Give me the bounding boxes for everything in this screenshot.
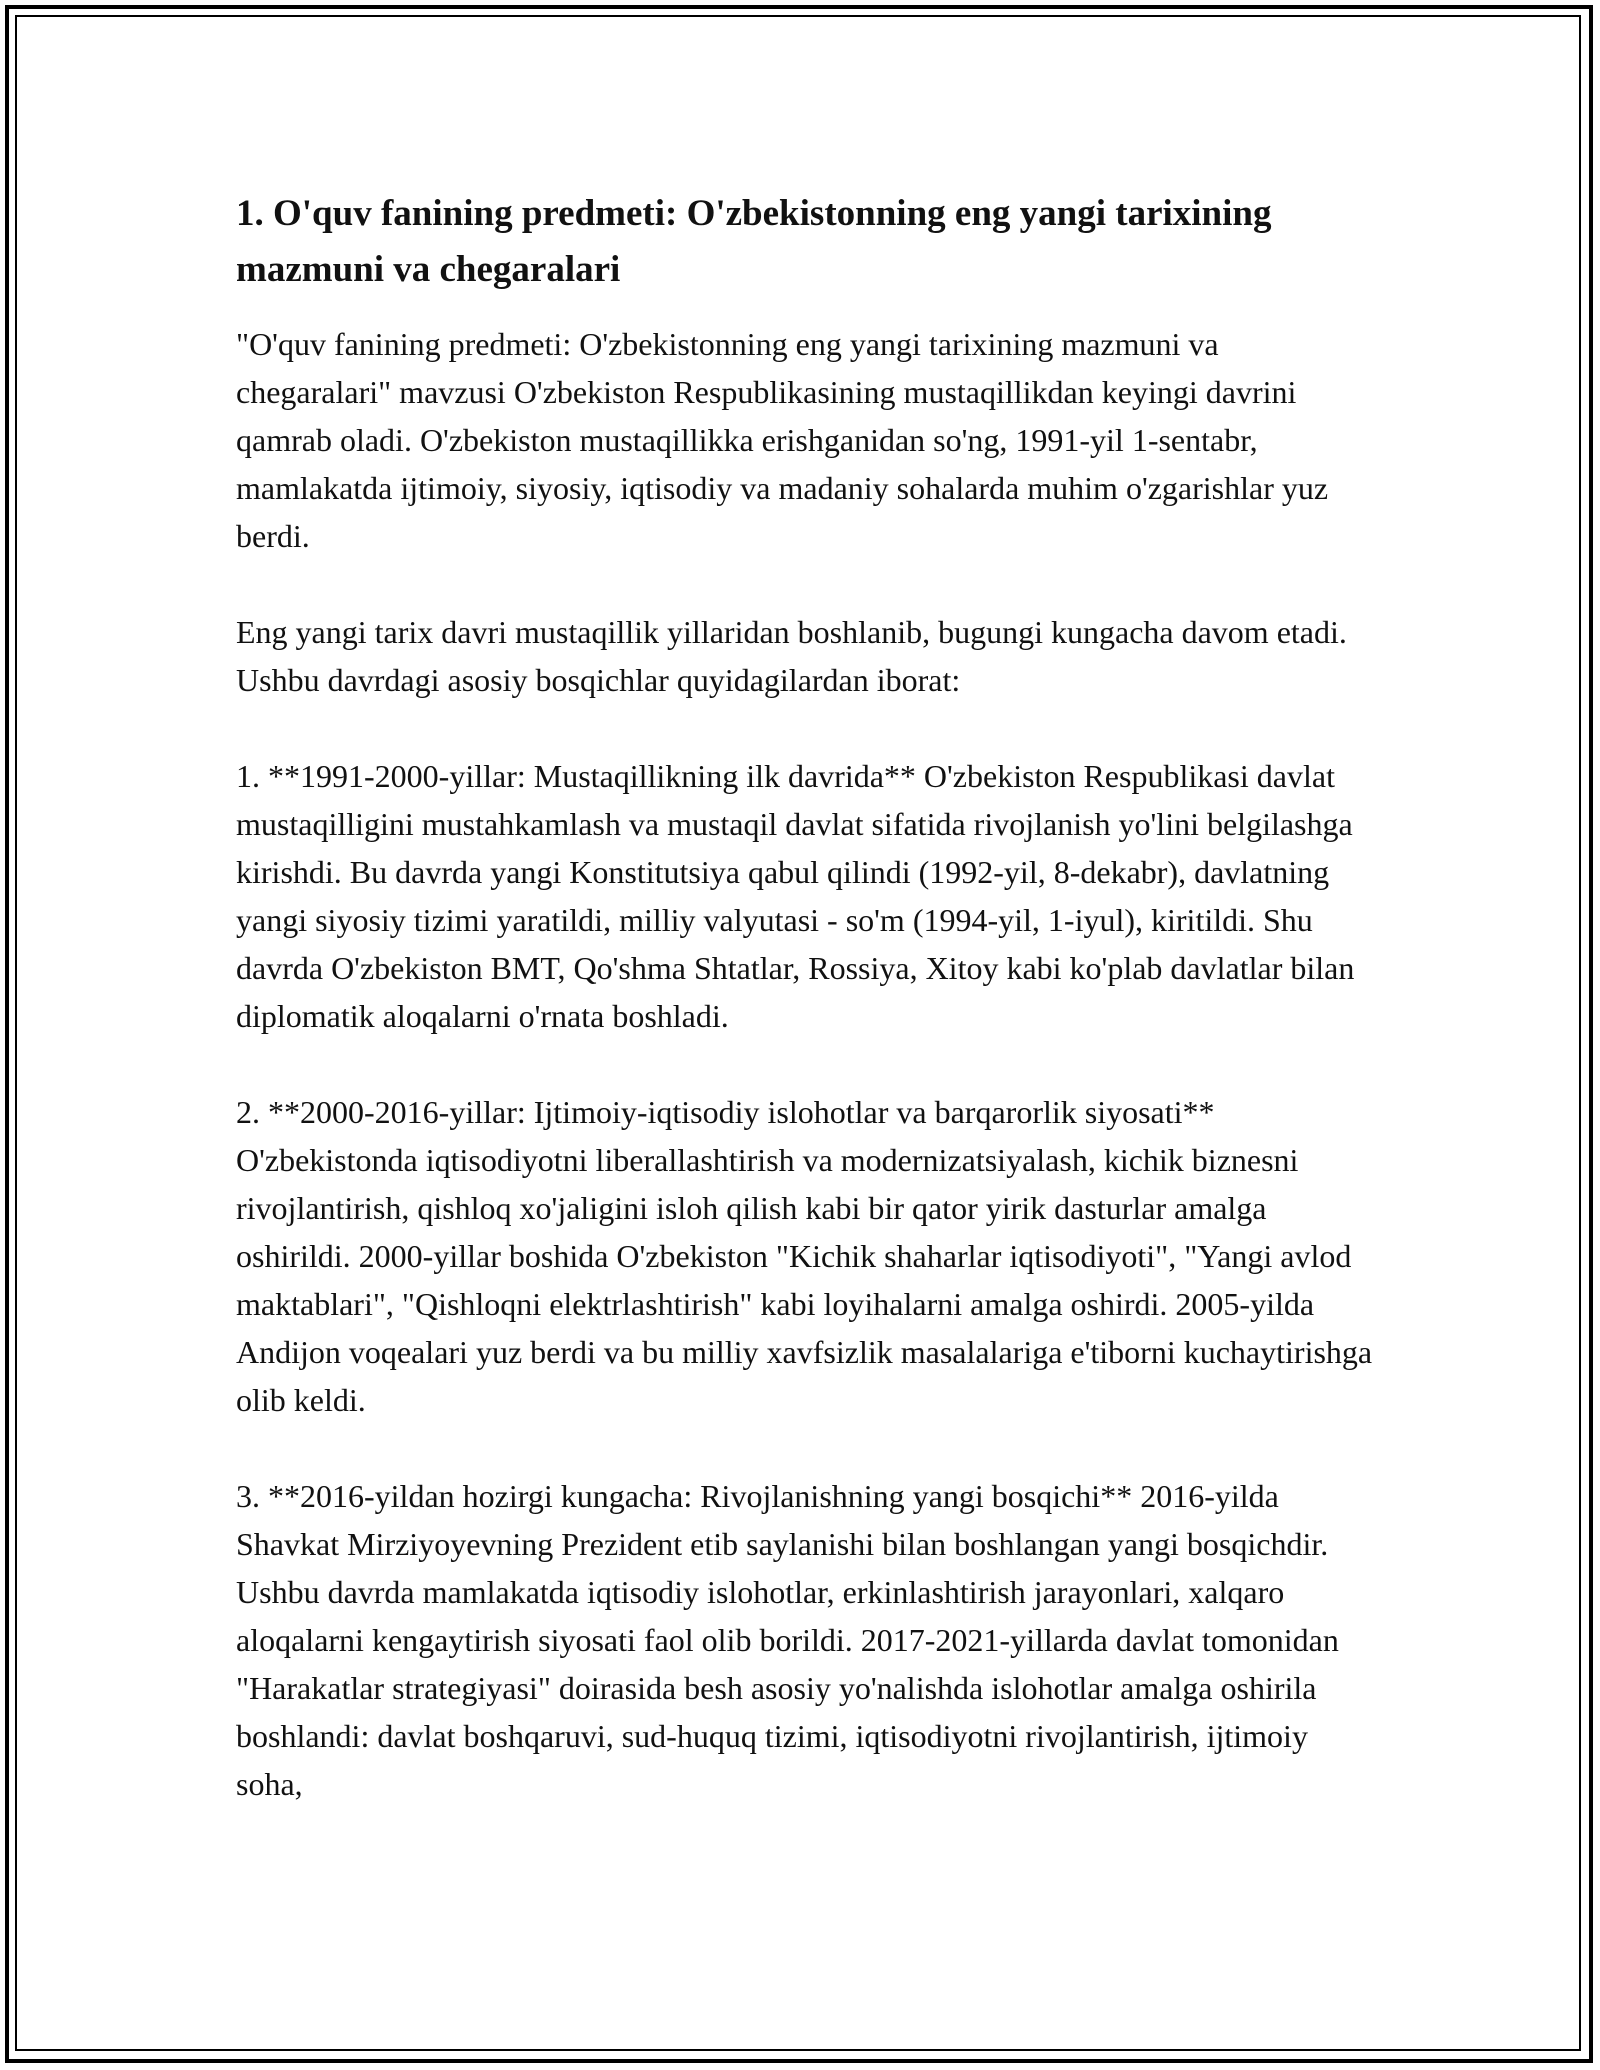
document-body — [236, 186, 1376, 1856]
paragraph-period-2: 2. **2000-2016-yillar: Ijtimoiy-iqtisodiy islohotlar va barqarorlik siyosati** O'zbekistonda iqtisodiyotni liberallashtirish va modernizatsiyalash, kichik biznesni rivojlantirish, qishloq xo'jaligini isloh qilish kabi bir qator yirik dasturlar amalga oshirildi. 2000-yillar boshida O'zbekiston "Kichik shaharlar iqtisodiyoti", "Yangi avlod maktablari", "Qishloqni elektrlashtirish" kabi loyihalarni amalga oshirdi. 2005-yilda Andijon voqealari yuz berdi va bu milliy xavfsizlik masalalariga e'tiborni kuchaytirishga olib keldi. — [236, 1094, 1373, 1418]
paragraph-periods-intro: Eng yangi tarix davri mustaqillik yillaridan boshlanib, bugungi kungacha davom etadi. Ushbu davrdagi asosiy bosqichlar quyidagilardan iborat: — [236, 614, 1347, 698]
paragraph-period-1: 1. **1991-2000-yillar: Mustaqillikning ilk davrida** O'zbekiston Respublikasi davlat mustaqilligini mustahkamlash va mustaqil davlat sifatida rivojlanish yo'lini belgilashga kirishdi. Bu davrda yangi Konstitutsiya qabul qilindi (1992-yil, 8-dekabr), davlatning yangi siyosiy tizimi yaratildi, milliy valyutasi - so'm (1994-yil, 1-iyul), kiritildi. Shu davrda O'zbekiston BMT, Qo'shma Shtatlar, Rossiya, Xitoy kabi ko'plab davlatlar bilan diplomatik aloqalarni o'rnata boshladi. — [236, 758, 1355, 1034]
document-title: 1. O'quv fanining predmeti: O'zbekistonning eng yangi tarixining mazmuni va chegaralari — [236, 193, 1272, 290]
paragraph-intro: "O'quv fanining predmeti: O'zbekistonning eng yangi tarixining mazmuni va chegaralari" mavzusi O'zbekiston Respublikasining mustaqillikdan keyingi davrini qamrab oladi. O'zbekiston mustaqillikka erishganidan so'ng, 1991-yil 1-sentabr, mamlakatda ijtimoiy, siyosiy, iqtisodiy va madaniy sohalarda muhim o'zgarishlar yuz berdi. — [236, 326, 1329, 554]
paragraph-period-3: 3. **2016-yildan hozirgi kungacha: Rivojlanishning yangi bosqichi** 2016-yilda Shavkat Mirziyoyevning Prezident etib saylanishi bilan boshlangan yangi bosqichdir. Ushbu davrda mamlakatda iqtisodiy islohotlar, erkinlashtirish jarayonlari, xalqaro aloqalarni kengaytirish siyosati faol olib borildi. 2017-2021-yillarda davlat tomonidan "Harakatlar strategiyasi" doirasida besh asosiy yo'nalishda islohotlar amalga oshirila boshlandi: davlat boshqaruvi, sud-huquq tizimi, iqtisodiyotni rivojlantirish, ijtimoiy soha, — [236, 1478, 1339, 1802]
